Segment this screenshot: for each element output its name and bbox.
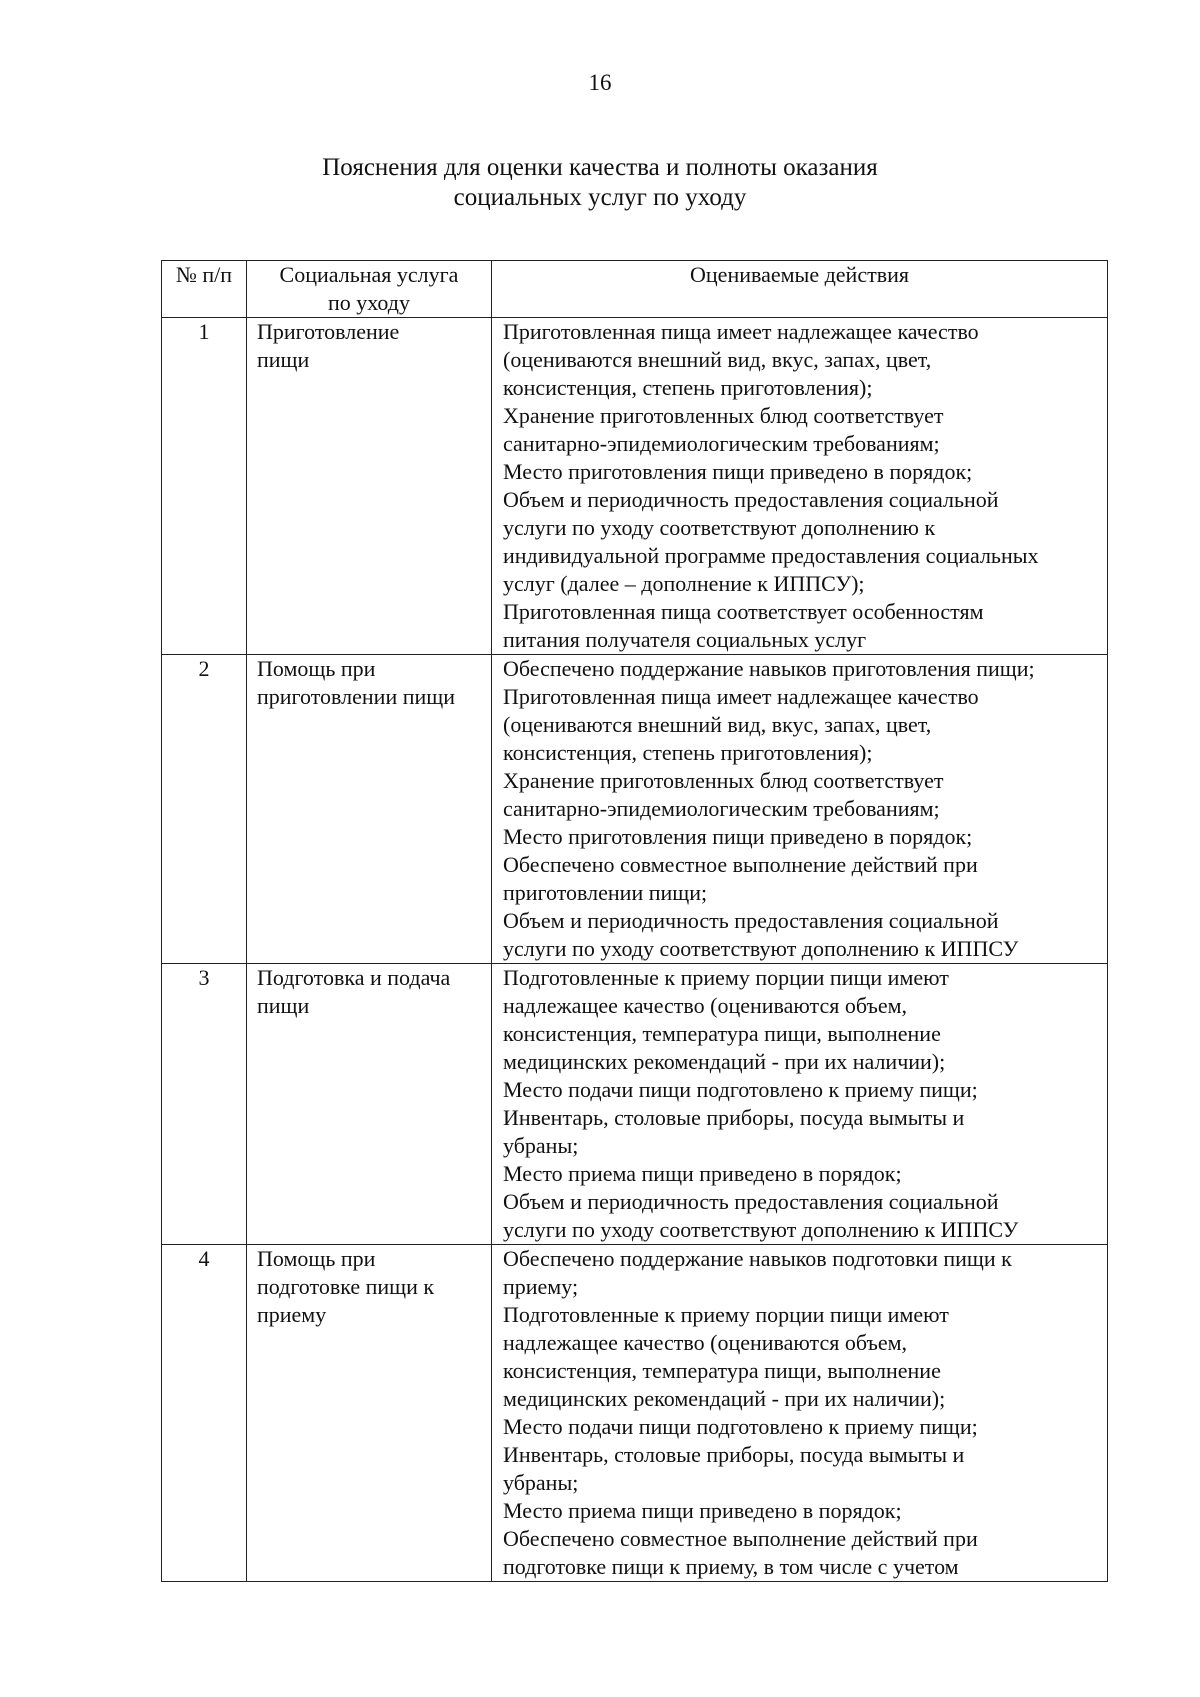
title-line-1: Пояснения для оценки качества и полноты оказания [322, 154, 878, 181]
service-name-cell [247, 655, 492, 964]
evaluated-action-line: Объем и периодичность предоставления социальной [503, 487, 999, 512]
evaluated-action-line: приему; [503, 1274, 579, 1299]
evaluated-action-line: Приготовленная пища имеет надлежащее качество [503, 319, 979, 344]
evaluated-action-line: Место приема пищи приведено в порядок; [503, 1161, 902, 1186]
evaluated-action-line: санитарно-эпидемиологическим требованиям; [503, 431, 940, 456]
page-number: 16 [588, 70, 612, 95]
service-name-cell [247, 1245, 492, 1582]
evaluated-action-line: Хранение приготовленных блюд соответствует [503, 403, 944, 428]
table-row [162, 1245, 1108, 1582]
table-body [162, 318, 1108, 1582]
header-service-line-1: Социальная услуга [279, 262, 459, 287]
evaluated-action-line: консистенция, температура пищи, выполнение [503, 1358, 941, 1383]
evaluated-action-line: Объем и периодичность предоставления социальной [503, 1189, 999, 1214]
evaluated-action-line: Хранение приготовленных блюд соответствует [503, 768, 944, 793]
title-line-2: социальных услуг по уходу [453, 184, 747, 211]
service-name-line: Приготовление [257, 319, 400, 344]
evaluated-action-line: услуги по уходу соответствуют дополнению к ИППСУ [503, 936, 1019, 961]
evaluated-action-line: Место приема пищи приведено в порядок; [503, 1498, 902, 1523]
evaluated-action-line: Обеспечено поддержание навыков подготовки пищи к [503, 1246, 1012, 1271]
evaluated-action-line: Подготовленные к приему порции пищи имеют [503, 965, 949, 990]
evaluated-action-line: Место приготовления пищи приведено в порядок; [503, 459, 973, 484]
evaluated-action-line: приготовлении пищи; [503, 880, 708, 905]
evaluated-action-line: санитарно-эпидемиологическим требованиям; [503, 796, 940, 821]
document-title [0, 153, 1200, 213]
evaluated-action-line: Место подачи пищи подготовлено к приему пищи; [503, 1077, 978, 1102]
row-number-cell: 4 [162, 1245, 247, 1582]
service-name-cell [247, 318, 492, 655]
service-name-line: подготовке пищи к [257, 1274, 435, 1299]
service-name-line: приему [257, 1302, 327, 1327]
service-name-line: Подготовка и подача [257, 965, 451, 990]
evaluated-action-line: консистенция, температура пищи, выполнение [503, 1021, 941, 1046]
evaluated-action-line: услуг (далее – дополнение к ИППСУ); [503, 571, 865, 596]
evaluated-action-line: убраны; [503, 1133, 579, 1158]
table-row [162, 964, 1108, 1245]
row-number-cell: 3 [162, 964, 247, 1245]
evaluated-action-line: Подготовленные к приему порции пищи имеют [503, 1302, 949, 1327]
evaluated-action-line: (оцениваются внешний вид, вкус, запах, цвет, [503, 347, 932, 372]
evaluated-action-line: Приготовленная пища имеет надлежащее качество [503, 684, 979, 709]
service-name-line: пищи [257, 993, 310, 1018]
evaluated-action-line: Объем и периодичность предоставления социальной [503, 908, 999, 933]
evaluated-action-line: надлежащее качество (оцениваются объем, [503, 1330, 908, 1355]
service-name-cell [247, 964, 492, 1245]
service-name-line: Помощь при [257, 1246, 376, 1271]
table-header-row [162, 261, 1108, 318]
evaluated-action-line: Место приготовления пищи приведено в порядок; [503, 824, 973, 849]
evaluated-action-line: питания получателя социальных услуг [503, 627, 867, 652]
evaluated-actions-cell [492, 655, 1108, 964]
header-service-line-2: по уходу [328, 290, 410, 315]
evaluated-action-line: Обеспечено совместное выполнение действий при [503, 1526, 978, 1551]
services-table [161, 260, 1108, 1582]
evaluated-action-line: услуги по уходу соответствуют дополнению к ИППСУ [503, 1217, 1019, 1242]
row-number-cell: 2 [162, 655, 247, 964]
evaluated-action-line: Обеспечено поддержание навыков приготовления пищи; [503, 656, 1035, 681]
evaluated-action-line: убраны; [503, 1470, 579, 1495]
evaluated-action-line: услуги по уходу соответствуют дополнению к [503, 515, 936, 540]
evaluated-action-line: медицинских рекомендаций - при их наличии); [503, 1386, 946, 1411]
evaluated-action-line: консистенция, степень приготовления); [503, 740, 873, 765]
header-actions: Оцениваемые действия [492, 261, 1108, 318]
evaluated-action-line: Приготовленная пища соответствует особенностям [503, 599, 984, 624]
evaluated-action-line: Инвентарь, столовые приборы, посуда вымыты и [503, 1105, 965, 1130]
evaluated-action-line: (оцениваются внешний вид, вкус, запах, цвет, [503, 712, 932, 737]
evaluated-actions-cell [492, 318, 1108, 655]
evaluated-actions-cell [492, 1245, 1108, 1582]
evaluated-action-line: надлежащее качество (оцениваются объем, [503, 993, 908, 1018]
evaluated-action-line: консистенция, степень приготовления); [503, 375, 873, 400]
table-row [162, 318, 1108, 655]
service-name-line: пищи [257, 347, 310, 372]
evaluated-action-line: Место подачи пищи подготовлено к приему пищи; [503, 1414, 978, 1439]
evaluated-action-line: подготовке пищи к приему, в том числе с учетом [503, 1554, 959, 1579]
evaluated-actions-cell [492, 964, 1108, 1245]
row-number-cell: 1 [162, 318, 247, 655]
evaluated-action-line: Обеспечено совместное выполнение действий при [503, 852, 978, 877]
evaluated-action-line: медицинских рекомендаций - при их наличии); [503, 1049, 946, 1074]
evaluated-action-line: индивидуальной программе предоставления социальных [503, 543, 1039, 568]
evaluated-action-line: Инвентарь, столовые приборы, посуда вымыты и [503, 1442, 965, 1467]
service-name-line: приготовлении пищи [257, 684, 455, 709]
service-name-line: Помощь при [257, 656, 376, 681]
table-row [162, 655, 1108, 964]
header-number: № п/п [162, 261, 247, 318]
header-service [247, 261, 492, 318]
